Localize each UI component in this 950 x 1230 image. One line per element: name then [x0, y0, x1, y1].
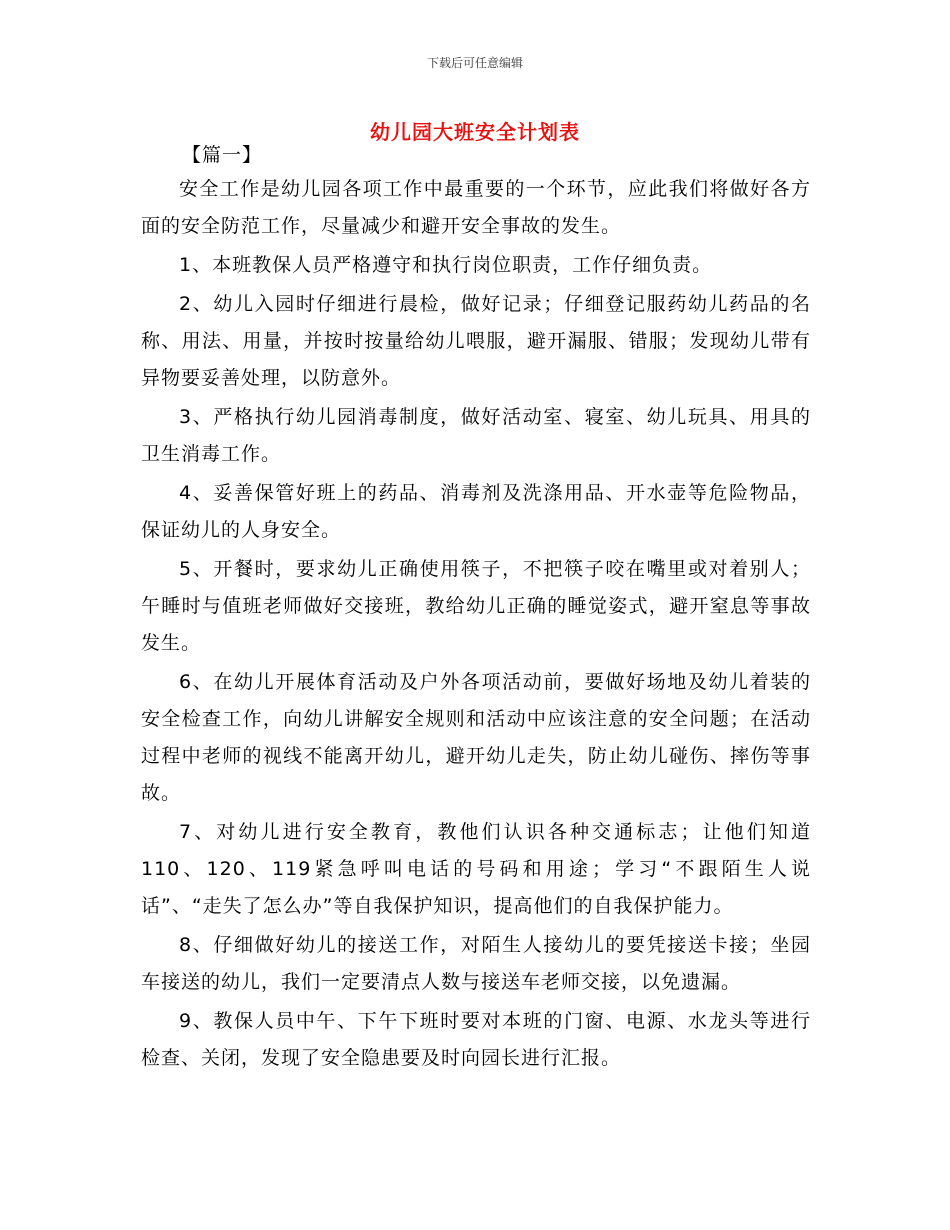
document-title: 幼儿园大班安全计划表	[370, 120, 580, 144]
paragraph-item-9: 9、教保人员中午、下午下班时要对本班的门窗、电源、水龙头等进行检查、关闭，发现了安全隐患要及时向园长进行汇报。	[141, 1010, 811, 1069]
paragraph-item-7: 7、对幼儿进行安全教育，教他们认识各种交通标志；让他们知道110、120、119紧急呼叫电话的号码和用途；学习“不跟陌生人说话”、“走失了怎么办”等自我保护知识，提高他们的自我保护能力。	[141, 821, 811, 917]
document-body	[141, 171, 811, 1079]
paragraph-item-5: 5、开餐时，要求幼儿正确使用筷子，不把筷子咬在嘴里或对着别人；午睡时与值班老师做好交接班，教给幼儿正确的睡觉姿式，避开窒息等事故发生。	[141, 558, 811, 654]
section-heading: 【篇一】	[182, 144, 263, 166]
paragraph-intro: 安全工作是幼儿园各项工作中最重要的一个环节，应此我们将做好各方面的安全防范工作，尽量减少和避开安全事故的发生。	[141, 178, 811, 237]
paragraph-item-6: 6、在幼儿开展体育活动及户外各项活动前，要做好场地及幼儿着装的安全检查工作，向幼儿讲解安全规则和活动中应该注意的安全问题；在活动过程中老师的视线不能离开幼儿，避开幼儿走失，防止幼儿碰伤、摔伤等事故。	[141, 671, 811, 804]
paragraph-item-3: 3、严格执行幼儿园消毒制度，做好活动室、寝室、幼儿玩具、用具的卫生消毒工作。	[141, 406, 811, 465]
paragraph-item-8: 8、仔细做好幼儿的接送工作，对陌生人接幼儿的要凭接送卡接；坐园车接送的幼儿，我们一定要清点人数与接送车老师交接，以免遗漏。	[141, 934, 811, 993]
header-note: 下载后可任意编辑	[426, 56, 523, 70]
paragraph-item-2: 2、幼儿入园时仔细进行晨检，做好记录；仔细登记服药幼儿药品的名称、用法、用量，并按时按量给幼儿喂服，避开漏服、错服；发现幼儿带有异物要妥善处理，以防意外。	[141, 293, 811, 389]
paragraph-item-1: 1、本班教保人员严格遵守和执行岗位职责，工作仔细负责。	[179, 254, 713, 276]
paragraph-item-4: 4、妥善保管好班上的药品、消毒剂及洗涤用品、开水壶等危险物品，保证幼儿的人身安全。	[141, 482, 811, 541]
